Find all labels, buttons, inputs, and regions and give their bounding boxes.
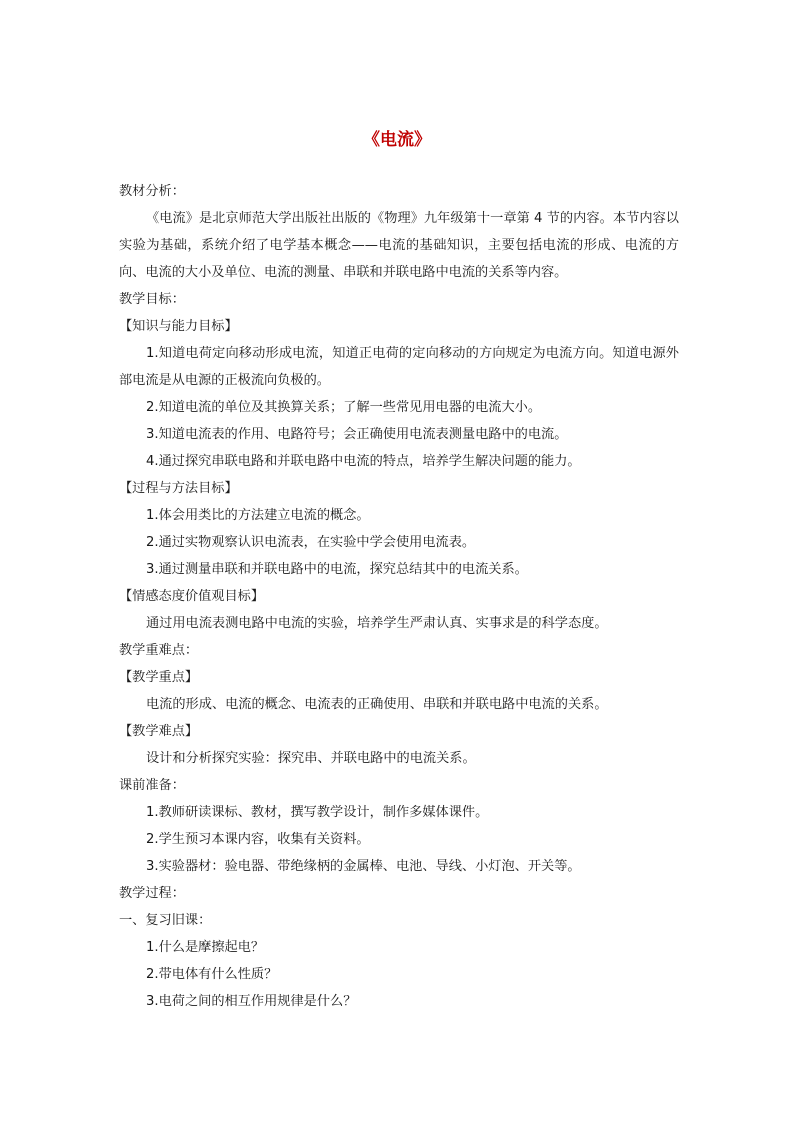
knowledge-goals-heading: 【知识与能力目标】 [119, 319, 238, 334]
review-item: 2.带电体有什么性质？ [146, 967, 278, 982]
teaching-process-heading: 教学过程： [119, 886, 185, 901]
preparation-heading: 课前准备： [119, 778, 185, 793]
review-heading: 一、复习旧课： [119, 913, 212, 928]
process-item: 1.体会用类比的方法建立电流的概念。 [146, 508, 370, 523]
difficult-points-text: 设计和分析探究实验：探究串、并联电路中的电流关系。 [146, 751, 476, 766]
preparation-item: 3.实验器材：验电器、带绝缘柄的金属棒、电池、导线、小灯泡、开关等。 [146, 859, 581, 874]
key-difficult-heading: 教学重难点： [119, 643, 199, 658]
key-points-heading: 【教学重点】 [119, 670, 199, 685]
process-item: 2.通过实物观察认识电流表，在实验中学会使用电流表。 [146, 535, 476, 550]
process-item: 3.通过测量串联和并联电路中的电流，探究总结其中的电流关系。 [146, 562, 528, 577]
knowledge-item: 1.知道电荷定向移动形成电流，知道正电荷的定向移动的方向规定为电流方向。知道电源外部电流是从电源的正极流向负极的。 [119, 346, 679, 388]
knowledge-item: 3.知道电流表的作用、电路符号；会正确使用电流表测量电路中的电流。 [146, 427, 568, 442]
preparation-item: 1.教师研读课标、教材，撰写教学设计，制作多媒体课件。 [146, 805, 489, 820]
goals-heading: 教学目标： [119, 292, 185, 307]
document-body [119, 178, 679, 1015]
difficult-points-heading: 【教学难点】 [119, 724, 199, 739]
knowledge-item: 2.知道电流的单位及其换算关系；了解一些常见用电器的电流大小。 [146, 400, 542, 415]
emotion-text: 通过用电流表测电路中电流的实验，培养学生严肃认真、实事求是的科学态度。 [146, 616, 608, 631]
review-item: 1.什么是摩擦起电？ [146, 940, 265, 955]
analysis-paragraph: 《电流》是北京师范大学出版社出版的《物理》九年级第十一章第 4 节的内容。本节内容以实验为基础，系统介绍了电学基本概念——电流的基础知识，主要包括电流的形成、电流的方向、电流的大小及单位、电流的测量、串联和并联电路中电流的关系等内容。 [119, 211, 679, 280]
analysis-heading: 教材分析： [119, 184, 185, 199]
review-item: 3.电荷之间的相互作用规律是什么？ [146, 994, 357, 1009]
process-goals-heading: 【过程与方法目标】 [119, 481, 238, 496]
document-title: 《电流》 [363, 130, 431, 150]
knowledge-item: 4.通过探究串联电路和并联电路中电流的特点，培养学生解决问题的能力。 [146, 454, 581, 469]
key-points-text: 电流的形成、电流的概念、电流表的正确使用、串联和并联电路中电流的关系。 [146, 697, 608, 712]
emotion-goals-heading: 【情感态度价值观目标】 [119, 589, 265, 604]
preparation-item: 2.学生预习本课内容，收集有关资料。 [146, 832, 370, 847]
